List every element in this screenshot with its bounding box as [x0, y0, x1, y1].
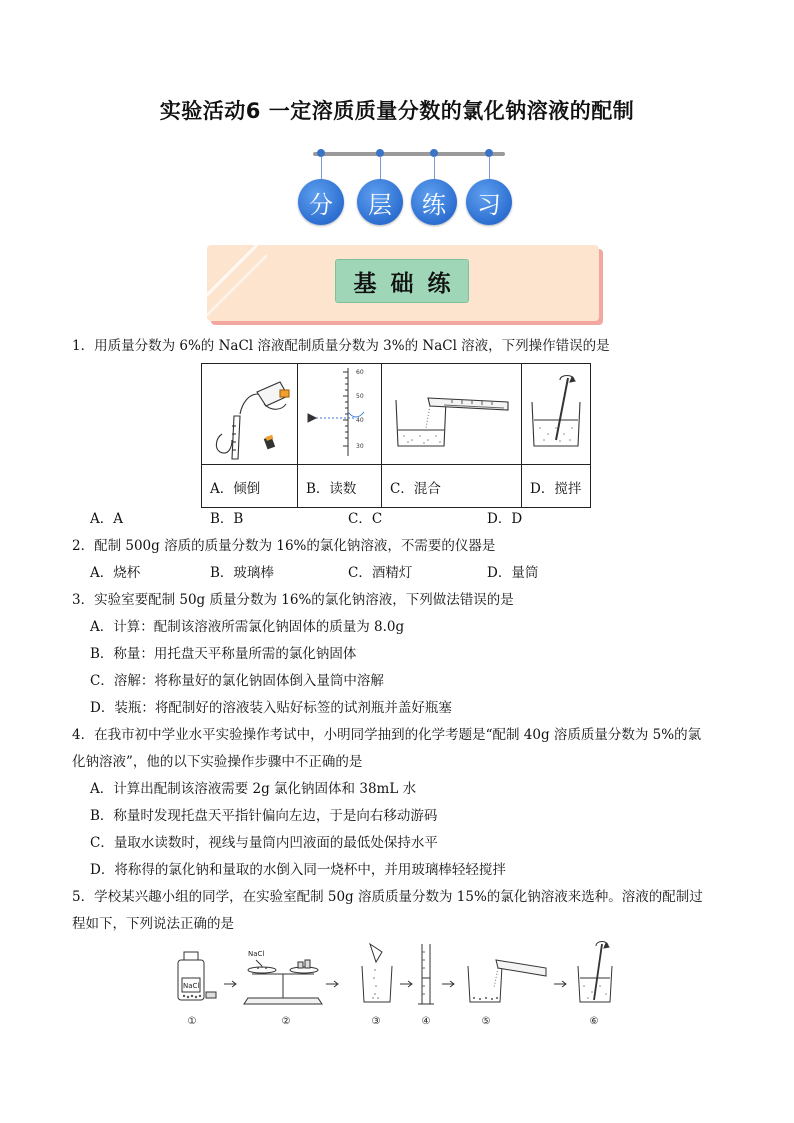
- question-2-stem: 2．配制 500g 溶质的质量分数为 16%的氯化钠溶液，不需要的仪器是: [72, 538, 496, 554]
- q2-option-a[interactable]: A．烧杯: [90, 565, 141, 581]
- figure-cell-d: [522, 364, 590, 507]
- caption-a: A．倾倒: [210, 481, 261, 497]
- scale-tick-30: 30: [356, 443, 364, 450]
- question-4-stem-line1: 4．在我市初中学业水平实验操作考试中，小明同学抽到的化学考题是“配制 40g 溶质质量分数为 5%的氯: [72, 727, 702, 743]
- figure-cell-c: [382, 364, 522, 507]
- step-label-1: ①: [187, 1016, 197, 1027]
- question-5-stem-line1: 5．学校某兴趣小组的同学，在实验室配制 50g 溶质质量分数为 15%的氯化钠溶液来选种。溶液的配制过: [72, 889, 703, 905]
- mixing-illustration: [382, 364, 522, 464]
- section-label: 基础练: [335, 259, 469, 303]
- q1-option-b[interactable]: B．B: [210, 511, 244, 527]
- caption-b: B．读数: [306, 481, 357, 497]
- step-label-2: ②: [281, 1016, 291, 1027]
- q2-option-c[interactable]: C．酒精灯: [348, 565, 413, 581]
- question-1-stem: 1．用质量分数为 6%的 NaCl 溶液配制质量分数为 3%的 NaCl 溶液，下列操作错误的是: [72, 338, 610, 354]
- question-5-stem-line2: 程如下，下列说法正确的是: [72, 916, 234, 932]
- q3-option-b[interactable]: B．称量：用托盘天平称量所需的氯化钠固体: [90, 646, 357, 662]
- question-3-stem: 3．实验室要配制 50g 质量分数为 16%的氯化钠溶液，下列做法错误的是: [72, 592, 514, 608]
- pouring-illustration: [202, 364, 298, 464]
- figure-cell-b: [298, 364, 382, 507]
- q2-option-b[interactable]: B．玻璃棒: [210, 565, 274, 581]
- caption-c: C．混合: [390, 481, 441, 497]
- banner-char: 分: [298, 179, 344, 225]
- section-header: [207, 245, 599, 321]
- q1-option-c[interactable]: C．C: [348, 511, 383, 527]
- balance-label: NaCl: [248, 950, 265, 958]
- figure-cell-a: [202, 364, 298, 507]
- scale-tick-60: 60: [356, 369, 364, 376]
- caption-d: D．搅拌: [530, 481, 582, 497]
- step-label-4: ④: [421, 1016, 431, 1027]
- q4-option-d[interactable]: D．将称得的氯化钠和量取的水倒入同一烧杯中，并用玻璃棒轻轻搅拌: [90, 862, 506, 878]
- q3-option-c[interactable]: C．溶解：将称量好的氯化钠固体倒入量筒中溶解: [90, 673, 384, 689]
- banner-char: 层: [357, 179, 403, 225]
- page-title: 实验活动6 一定溶质质量分数的氯化钠溶液的配制: [159, 99, 635, 123]
- step-label-3: ③: [371, 1016, 381, 1027]
- reading-scale-illustration: [298, 364, 382, 464]
- step-label-5: ⑤: [481, 1016, 491, 1027]
- solution-preparation-steps: [170, 938, 630, 1030]
- banner-char: 练: [411, 179, 457, 225]
- question-4-stem-line2: 化钠溶液”，他的以下实验操作步骤中不正确的是: [72, 754, 363, 770]
- scale-tick-40: 40: [356, 417, 364, 424]
- banner-rail: [313, 152, 505, 156]
- bottle-label: NaCl: [183, 982, 200, 990]
- banner-char: 习: [466, 179, 512, 225]
- decor-stripes: [207, 245, 277, 321]
- scale-tick-50: 50: [356, 393, 364, 400]
- practice-banner: [303, 148, 515, 228]
- q3-option-a[interactable]: A．计算：配制该溶液所需氯化钠固体的质量为 8.0g: [90, 619, 405, 635]
- q4-option-a[interactable]: A．计算出配制该溶液需要 2g 氯化钠固体和 38mL 水: [90, 781, 417, 797]
- stirring-illustration: [522, 364, 590, 464]
- q2-option-d[interactable]: D．量筒: [487, 565, 539, 581]
- q1-option-a[interactable]: A．A: [90, 511, 123, 527]
- q1-option-d[interactable]: D．D: [487, 511, 523, 527]
- q4-option-b[interactable]: B．称量时发现托盘天平指针偏向左边，于是向右移动游码: [90, 808, 438, 824]
- step-label-6: ⑥: [589, 1016, 599, 1027]
- q4-option-c[interactable]: C．量取水读数时，视线与量筒内凹液面的最低处保持水平: [90, 835, 438, 851]
- q3-option-d[interactable]: D．装瓶：将配制好的溶液装入贴好标签的试剂瓶并盖好瓶塞: [90, 700, 452, 716]
- question-1-figure: [201, 363, 591, 508]
